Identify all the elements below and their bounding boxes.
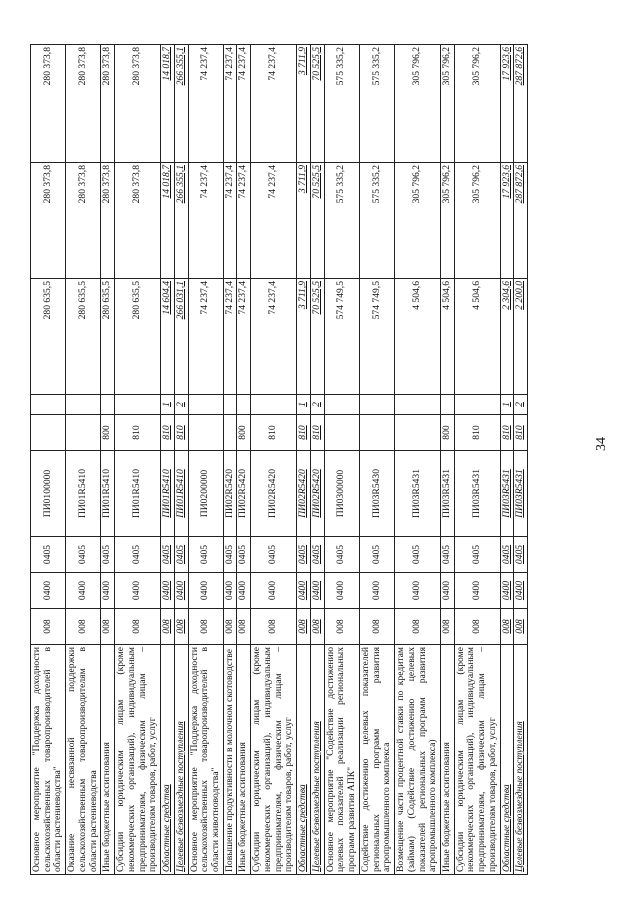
cell-source: 1 bbox=[161, 395, 175, 415]
cell-subsection: 0405 bbox=[440, 537, 454, 573]
cell-name: Областные средства bbox=[500, 645, 514, 875]
cell-target-article: ПИ01R5410 bbox=[115, 451, 161, 537]
cell-year-2: 17 923,6 bbox=[500, 163, 514, 279]
cell-expense-type: 810 bbox=[115, 415, 161, 451]
cell-name: Целевые безвозмездные поступления bbox=[174, 645, 188, 875]
table-row bbox=[395, 45, 441, 875]
table-row bbox=[66, 45, 101, 875]
cell-year-3: 305 796,2 bbox=[454, 45, 500, 163]
table-row bbox=[454, 45, 500, 875]
cell-section: 0400 bbox=[395, 573, 441, 609]
cell-section: 0400 bbox=[454, 573, 500, 609]
cell-year-1: 74 237,4 bbox=[188, 279, 223, 395]
cell-subsection: 0405 bbox=[395, 537, 441, 573]
cell-year-1: 280 635,5 bbox=[115, 279, 161, 395]
cell-year-3: 287 872,6 bbox=[514, 45, 528, 163]
table-row bbox=[500, 45, 514, 875]
cell-year-2: 305 796,2 bbox=[440, 163, 454, 279]
cell-expense-type: 800 bbox=[237, 415, 251, 451]
cell-source: 2 bbox=[310, 395, 324, 415]
cell-year-2: 575 335,2 bbox=[359, 163, 394, 279]
cell-year-2: 3 711,9 bbox=[297, 163, 311, 279]
cell-year-3: 280 373,8 bbox=[66, 45, 101, 163]
cell-name: Основное мероприятие "Поддержка доходности сельскохозяйственных товаропроизводителей в области растениеводства" bbox=[31, 645, 66, 875]
cell-year-2: 305 796,2 bbox=[395, 163, 441, 279]
cell-name: Субсидии юридическим лицам (кроме некоммерческих организаций), индивидуальным предпринимателям, физическим лицам – производителям товаров, работ, услуг bbox=[251, 645, 297, 875]
cell-year-1: 74 237,4 bbox=[223, 279, 237, 395]
cell-source bbox=[359, 395, 394, 415]
cell-subsection: 0405 bbox=[297, 537, 311, 573]
cell-year-1: 3 711,9 bbox=[297, 279, 311, 395]
cell-year-3: 266 355,1 bbox=[174, 45, 188, 163]
cell-section: 0400 bbox=[161, 573, 175, 609]
cell-source bbox=[237, 395, 251, 415]
cell-year-3: 74 237,4 bbox=[223, 45, 237, 163]
cell-source bbox=[188, 395, 223, 415]
cell-year-1: 4 504,6 bbox=[395, 279, 441, 395]
cell-target-article: ПИ03R5430 bbox=[359, 451, 394, 537]
cell-year-2: 74 237,4 bbox=[188, 163, 223, 279]
cell-expense-type bbox=[66, 415, 101, 451]
cell-target-article: ПИ0300000 bbox=[324, 451, 359, 537]
cell-target-article: ПИ01R5410 bbox=[66, 451, 101, 537]
cell-subsection: 0405 bbox=[514, 537, 528, 573]
cell-section: 0400 bbox=[514, 573, 528, 609]
cell-grbs: 008 bbox=[359, 609, 394, 645]
table-body bbox=[31, 45, 528, 875]
cell-year-3: 74 237,4 bbox=[237, 45, 251, 163]
cell-target-article: ПИ03R5431 bbox=[440, 451, 454, 537]
cell-section: 0400 bbox=[500, 573, 514, 609]
cell-expense-type: 810 bbox=[251, 415, 297, 451]
cell-subsection: 0405 bbox=[251, 537, 297, 573]
cell-name: Иные бюджетные ассигнования bbox=[440, 645, 454, 875]
cell-subsection: 0405 bbox=[161, 537, 175, 573]
cell-source bbox=[101, 395, 115, 415]
cell-year-3: 280 373,8 bbox=[115, 45, 161, 163]
rotated-table-container bbox=[30, 45, 585, 875]
cell-expense-type: 810 bbox=[514, 415, 528, 451]
table-row bbox=[115, 45, 161, 875]
cell-grbs: 008 bbox=[310, 609, 324, 645]
cell-section: 0400 bbox=[101, 573, 115, 609]
cell-target-article: ПИ01R5410 bbox=[161, 451, 175, 537]
cell-expense-type: 800 bbox=[101, 415, 115, 451]
cell-year-3: 305 796,2 bbox=[395, 45, 441, 163]
cell-year-3: 74 237,4 bbox=[188, 45, 223, 163]
cell-subsection: 0405 bbox=[324, 537, 359, 573]
cell-grbs: 008 bbox=[514, 609, 528, 645]
cell-expense-type: 810 bbox=[454, 415, 500, 451]
cell-name: Областные средства bbox=[161, 645, 175, 875]
cell-subsection: 0405 bbox=[310, 537, 324, 573]
cell-source bbox=[454, 395, 500, 415]
cell-target-article: ПИ02R5420 bbox=[251, 451, 297, 537]
cell-grbs: 008 bbox=[174, 609, 188, 645]
cell-grbs: 008 bbox=[66, 609, 101, 645]
cell-grbs: 008 bbox=[324, 609, 359, 645]
table-row bbox=[514, 45, 528, 875]
table-row bbox=[310, 45, 324, 875]
cell-section: 0400 bbox=[188, 573, 223, 609]
cell-year-3: 575 335,2 bbox=[359, 45, 394, 163]
cell-year-2: 280 373,8 bbox=[31, 163, 66, 279]
cell-name: Областные средства bbox=[297, 645, 311, 875]
cell-year-1: 74 237,4 bbox=[237, 279, 251, 395]
cell-grbs: 008 bbox=[395, 609, 441, 645]
cell-target-article: ПИ03R5431 bbox=[454, 451, 500, 537]
cell-source: 2 bbox=[174, 395, 188, 415]
cell-source bbox=[440, 395, 454, 415]
cell-source bbox=[223, 395, 237, 415]
cell-subsection: 0405 bbox=[500, 537, 514, 573]
cell-source: 1 bbox=[500, 395, 514, 415]
cell-name: Целевые безвозмездные поступления bbox=[310, 645, 324, 875]
cell-section: 0400 bbox=[324, 573, 359, 609]
cell-grbs: 008 bbox=[31, 609, 66, 645]
cell-name: Субсидии юридическим лицам (кроме некоммерческих организаций), индивидуальным предпринимателям, физическим лицам – производителям товаров, работ, услуг bbox=[115, 645, 161, 875]
table-row bbox=[359, 45, 394, 875]
cell-subsection: 0405 bbox=[359, 537, 394, 573]
cell-year-2: 287 872,6 bbox=[514, 163, 528, 279]
cell-year-1: 266 031,1 bbox=[174, 279, 188, 395]
cell-year-1: 2 200,0 bbox=[514, 279, 528, 395]
cell-target-article: ПИ03R5431 bbox=[500, 451, 514, 537]
cell-expense-type: 810 bbox=[161, 415, 175, 451]
cell-expense-type bbox=[31, 415, 66, 451]
table-row bbox=[251, 45, 297, 875]
cell-subsection: 0405 bbox=[66, 537, 101, 573]
cell-subsection: 0405 bbox=[223, 537, 237, 573]
cell-target-article: ПИ02R5420 bbox=[310, 451, 324, 537]
cell-year-3: 14 018,7 bbox=[161, 45, 175, 163]
cell-year-1: 574 749,5 bbox=[359, 279, 394, 395]
cell-grbs: 008 bbox=[115, 609, 161, 645]
cell-year-1: 280 635,5 bbox=[31, 279, 66, 395]
table-row bbox=[324, 45, 359, 875]
cell-expense-type: 800 bbox=[440, 415, 454, 451]
cell-expense-type: 810 bbox=[174, 415, 188, 451]
cell-subsection: 0405 bbox=[174, 537, 188, 573]
cell-name: Субсидии юридическим лицам (кроме некоммерческих организаций), индивидуальным предпринимателям, физическим лицам – производителям товаров, работ, услуг bbox=[454, 645, 500, 875]
cell-target-article: ПИ0100000 bbox=[31, 451, 66, 537]
cell-grbs: 008 bbox=[454, 609, 500, 645]
cell-year-2: 280 373,8 bbox=[101, 163, 115, 279]
cell-section: 0400 bbox=[115, 573, 161, 609]
cell-expense-type: 810 bbox=[500, 415, 514, 451]
cell-section: 0400 bbox=[440, 573, 454, 609]
cell-expense-type bbox=[188, 415, 223, 451]
table-row bbox=[161, 45, 175, 875]
cell-section: 0400 bbox=[237, 573, 251, 609]
cell-year-1: 2 304,6 bbox=[500, 279, 514, 395]
cell-name: Целевые безвозмездные поступления bbox=[514, 645, 528, 875]
cell-year-1: 74 237,4 bbox=[251, 279, 297, 395]
cell-year-2: 305 796,2 bbox=[454, 163, 500, 279]
cell-section: 0400 bbox=[359, 573, 394, 609]
cell-name: Возмещение части процентной ставки по кредитам (займам) (Содействие достижению целевых показателей региональных программ развития агропромышленного комплекса) bbox=[395, 645, 441, 875]
cell-section: 0400 bbox=[66, 573, 101, 609]
cell-name: Основное мероприятие "Поддержка доходности сельскохозяйственных товаропроизводителей в области животноводства" bbox=[188, 645, 223, 875]
cell-grbs: 008 bbox=[297, 609, 311, 645]
cell-year-2: 575 335,2 bbox=[324, 163, 359, 279]
cell-section: 0400 bbox=[297, 573, 311, 609]
cell-section: 0400 bbox=[174, 573, 188, 609]
cell-grbs: 008 bbox=[188, 609, 223, 645]
cell-year-3: 280 373,8 bbox=[31, 45, 66, 163]
cell-name: Содействие достижению целевых показателей региональных программ развития агропромышленного комплекса bbox=[359, 645, 394, 875]
table-row bbox=[223, 45, 237, 875]
cell-section: 0400 bbox=[31, 573, 66, 609]
cell-grbs: 008 bbox=[500, 609, 514, 645]
cell-name: Иные бюджетные ассигнования bbox=[101, 645, 115, 875]
cell-year-3: 17 923,6 bbox=[500, 45, 514, 163]
table-row bbox=[101, 45, 115, 875]
cell-subsection: 0405 bbox=[31, 537, 66, 573]
cell-year-3: 305 796,2 bbox=[440, 45, 454, 163]
cell-grbs: 008 bbox=[101, 609, 115, 645]
table-row bbox=[188, 45, 223, 875]
cell-year-2: 74 237,4 bbox=[251, 163, 297, 279]
cell-source bbox=[31, 395, 66, 415]
cell-year-1: 280 635,5 bbox=[66, 279, 101, 395]
cell-target-article: ПИ01R5410 bbox=[101, 451, 115, 537]
cell-target-article: ПИ0200000 bbox=[188, 451, 223, 537]
cell-grbs: 008 bbox=[251, 609, 297, 645]
cell-name: Оказание несвязанной поддержки сельскохозяйственным товаропроизводителям в области растениеводства bbox=[66, 645, 101, 875]
cell-section: 0400 bbox=[251, 573, 297, 609]
cell-subsection: 0405 bbox=[101, 537, 115, 573]
cell-year-3: 74 237,4 bbox=[251, 45, 297, 163]
cell-source bbox=[115, 395, 161, 415]
table-row bbox=[237, 45, 251, 875]
cell-grbs: 008 bbox=[223, 609, 237, 645]
cell-source bbox=[324, 395, 359, 415]
cell-year-2: 266 355,1 bbox=[174, 163, 188, 279]
cell-expense-type bbox=[359, 415, 394, 451]
cell-source: 1 bbox=[297, 395, 311, 415]
cell-year-2: 14 018,7 bbox=[161, 163, 175, 279]
cell-year-3: 3 711,9 bbox=[297, 45, 311, 163]
cell-year-1: 4 504,6 bbox=[454, 279, 500, 395]
cell-source: 2 bbox=[514, 395, 528, 415]
cell-year-1: 574 749,5 bbox=[324, 279, 359, 395]
cell-year-1: 14 604,4 bbox=[161, 279, 175, 395]
cell-name: Основное мероприятие "Содействие достижению целевых показателей реализации региональных программ развития АПК" bbox=[324, 645, 359, 875]
cell-target-article: ПИ03R5431 bbox=[514, 451, 528, 537]
cell-year-3: 70 525,5 bbox=[310, 45, 324, 163]
cell-subsection: 0405 bbox=[237, 537, 251, 573]
cell-expense-type: 810 bbox=[310, 415, 324, 451]
table-row bbox=[440, 45, 454, 875]
cell-target-article: ПИ02R5420 bbox=[297, 451, 311, 537]
cell-expense-type bbox=[324, 415, 359, 451]
cell-target-article: ПИ02R5420 bbox=[237, 451, 251, 537]
cell-name: Иные бюджетные ассигнования bbox=[237, 645, 251, 875]
cell-name: Повышение продуктивности в молочном скотоводстве bbox=[223, 645, 237, 875]
cell-source bbox=[395, 395, 441, 415]
cell-year-1: 280 635,5 bbox=[101, 279, 115, 395]
cell-source bbox=[251, 395, 297, 415]
cell-grbs: 008 bbox=[237, 609, 251, 645]
cell-expense-type: 810 bbox=[297, 415, 311, 451]
budget-table bbox=[30, 44, 528, 875]
cell-subsection: 0405 bbox=[115, 537, 161, 573]
cell-year-2: 74 237,4 bbox=[223, 163, 237, 279]
cell-year-3: 575 335,2 bbox=[324, 45, 359, 163]
table-row bbox=[297, 45, 311, 875]
cell-expense-type bbox=[395, 415, 441, 451]
cell-target-article: ПИ02R5420 bbox=[223, 451, 237, 537]
cell-year-2: 70 525,5 bbox=[310, 163, 324, 279]
cell-grbs: 008 bbox=[161, 609, 175, 645]
cell-grbs: 008 bbox=[440, 609, 454, 645]
cell-source bbox=[66, 395, 101, 415]
cell-year-1: 4 504,6 bbox=[440, 279, 454, 395]
cell-target-article: ПИ03R5431 bbox=[395, 451, 441, 537]
cell-expense-type bbox=[223, 415, 237, 451]
cell-section: 0400 bbox=[223, 573, 237, 609]
page-number: 34 bbox=[594, 437, 609, 451]
cell-year-2: 280 373,8 bbox=[66, 163, 101, 279]
cell-subsection: 0405 bbox=[454, 537, 500, 573]
table-row bbox=[174, 45, 188, 875]
cell-year-3: 280 373,8 bbox=[101, 45, 115, 163]
cell-year-1: 70 525,5 bbox=[310, 279, 324, 395]
cell-subsection: 0405 bbox=[188, 537, 223, 573]
cell-year-2: 74 237,4 bbox=[237, 163, 251, 279]
cell-year-2: 280 373,8 bbox=[115, 163, 161, 279]
cell-target-article: ПИ01R5410 bbox=[174, 451, 188, 537]
cell-section: 0400 bbox=[310, 573, 324, 609]
table-row bbox=[31, 45, 66, 875]
